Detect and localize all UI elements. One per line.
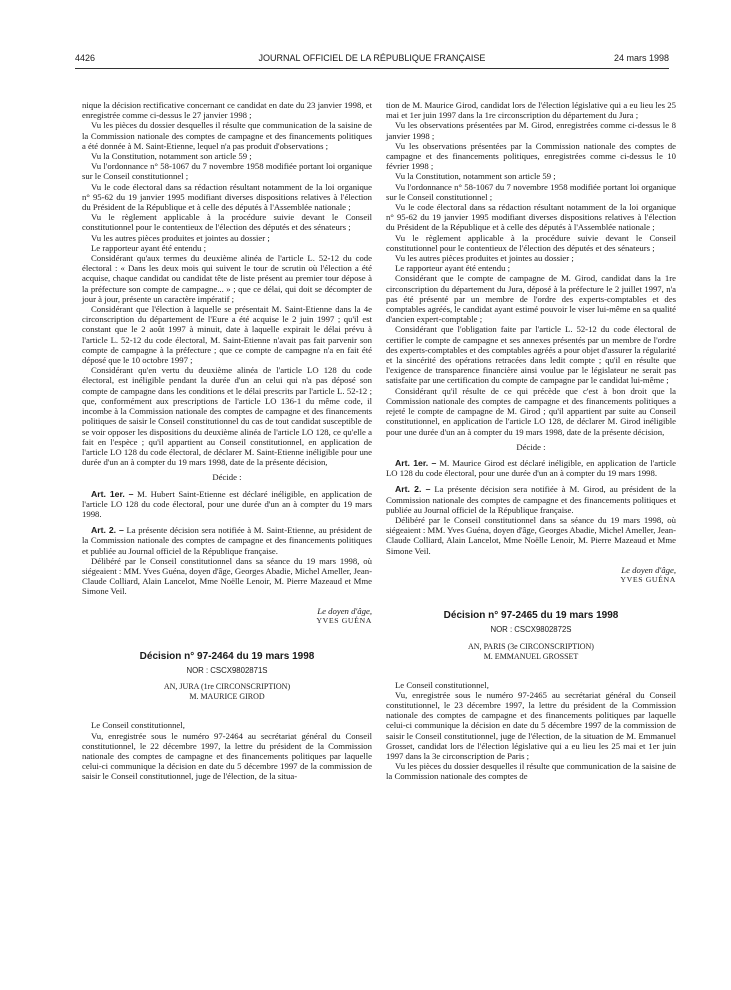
paragraph: Considérant que l'élection à laquelle se présentait M. Saint-Etienne dans la 4e circonscription du département de l'Eure a été acquise le 2 juin 1997 ; qu'il est constant que le 2 août 1997 à minuit, date à laquelle expirait le délai prévu à l'article L. 52-12 du code électoral, M. Saint-Etienne n'avait pas fait parvenir son compte de campagne à la préfecture ; que ce compte de campagne n'a en fait été déposé que le 10 octobre 1997 ; xyxy=(82,304,372,366)
paragraph: Considérant qu'aux termes du deuxième alinéa de l'article L. 52-12 du code électoral : « Dans les deux mois qui suivent le tour de scrutin où l'élection a été acquise, chaque candidat ou candidat tête de liste présent au premier tour dépose à la préfecture son compte de campagne... » ; que ce délai, qui doit se décompter de jour à jour, présente un caractère impératif ; xyxy=(82,253,372,304)
page-header xyxy=(75,53,669,66)
paragraph: Considérant que l'obligation faite par l'article L. 52-12 du code électoral de certifier le compte de campagne et ses annexes présentés par un membre de l'ordre des experts-comptables et des comptables agréés a pour objet d'assurer la régularité et la sincérité des opérations retracées dans ledit compte ; qu'il en résulte que l'exigence de transparence financière ainsi voulue par le législateur ne serait pas satisfaite par une certification du compte de campagne par le candidat lui-même ; xyxy=(386,324,676,386)
decision-title: Décision n° 97-2464 du 19 mars 1998 xyxy=(139,650,315,662)
signature-title: Le doyen d'âge, xyxy=(317,605,372,616)
paragraph: Vu l'ordonnance n° 58-1067 du 7 novembre 1958 modifiée portant loi organique sur le Conseil constitutionnel ; xyxy=(386,181,676,202)
signature xyxy=(386,565,676,585)
decide-heading: Décide : xyxy=(212,472,242,483)
paragraph: Vu, enregistrée sous le numéro 97-2464 au secrétariat général du Conseil constitutionnel, le 22 décembre 1997, la lettre du président de la Commission nationale des comptes de campagne et des financements politiques par laquelle celui-ci communique la décision en date du 5 décembre 1997 de la commission de saisir le Conseil constitutionnel, juge de l'élection, de la situa- xyxy=(82,730,372,782)
paragraph: Vu les pièces du dossier desquelles il résulte que communication de la saisine de la Commission nationale des comptes de xyxy=(386,761,676,782)
nor-reference: NOR : CSCX9802871S xyxy=(186,666,268,676)
candidate-name: M. EMMANUEL GROSSET xyxy=(483,651,579,661)
deliberation: Délibéré par le Conseil constitutionnel dans sa séance du 19 mars 1998, où siégeaient : MM. Yves Guéna, doyen d'âge, Georges Abadie, Michel Ameller, Jean-Claude Colliard, Alain Lancelot, Mme Noëlle Lenoir, M. Pierre Mazeaud et Mme Simone Veil. xyxy=(82,555,372,597)
article-text: M. Hubert Saint-Etienne est déclaré inéligible, en application de l'article LO 128 du code électoral, pour une durée d'un an à compter du 19 mars 1998. xyxy=(82,488,373,519)
paragraph: Le rapporteur ayant été entendu ; xyxy=(91,242,207,253)
decision-title: Décision n° 97-2465 du 19 mars 1998 xyxy=(443,610,619,622)
paragraph: Le Conseil constitutionnel, xyxy=(91,720,185,731)
paragraph: Vu la Constitution, notamment son article 59 ; xyxy=(91,151,252,162)
article-2 xyxy=(386,484,676,515)
paragraph: Vu les observations présentées par la Commission nationale des comptes de campagne et des financements politiques, enregistrées comme ci-dessus le 10 février 1998 ; xyxy=(386,140,676,172)
paragraph: Vu la Constitution, notamment son article 59 ; xyxy=(395,171,556,182)
constituency xyxy=(386,642,676,662)
nor-reference: NOR : CSCX9802872S xyxy=(490,625,572,635)
constituency-name: AN, PARIS (3e CIRCONSCRIPTION) xyxy=(468,641,594,651)
signature-name: YVES GUÉNA xyxy=(316,615,372,625)
paragraph: Vu le règlement applicable à la procédure suivie devant le Conseil constitutionnel pour le contentieux de l'élection des députés et des sénateurs ; xyxy=(82,212,372,233)
paragraph: nique la décision rectificative concernant ce candidat en date du 23 janvier 1998, et enregistrée comme ci-dessus le 27 janvier 1998 ; xyxy=(82,100,372,121)
page-number: 4426 xyxy=(75,53,96,63)
paragraph: Vu, enregistrée sous le numéro 97-2465 au secrétariat général du Conseil constitutionnel, le 23 décembre 1997, la lettre du président de la Commission nationale des comptes de campagne et des financements politiques par laquelle celui-ci communique la décision en date du 5 décembre 1997 de la commission de saisir le Conseil constitutionnel, juge de l'élection, de la situation de M. Emmanuel Grosset, candidat lors de l'élection législative qui a eu lieu les 25 mai et 1er juin 1997 dans la 3e circonscription de Paris ; xyxy=(386,689,676,761)
candidate-name: M. MAURICE GIROD xyxy=(189,692,265,702)
article-1 xyxy=(82,489,372,520)
journal-title: JOURNAL OFFICIEL DE LA RÉPUBLIQUE FRANÇAISE xyxy=(258,53,486,63)
paragraph: Vu les observations présentées par M. Girod, enregistrées comme ci-dessus le 8 janvier 1998 ; xyxy=(386,120,676,141)
paragraph: Vu l'ordonnance n° 58-1067 du 7 novembre 1958 modifiée portant loi organique sur le Conseil constitutionnel ; xyxy=(82,161,372,182)
signature-name: YVES GUÉNA xyxy=(620,574,676,584)
deliberation: Délibéré par le Conseil constitutionnel dans sa séance du 19 mars 1998, où siégeaient : MM. Yves Guéna, doyen d'âge, Georges Abadie, Michel Ameller, Jean-Claude Colliard, Alain Lancelot, Mme Noëlle Lenoir, M. Pierre Mazeaud et Mme Simone Veil. xyxy=(386,514,676,556)
article-text: La présente décision sera notifiée à M. Saint-Etienne, au président de la Commission nationale des comptes de campagne et des financements politiques et publiée au Journal officiel de la République française. xyxy=(82,525,373,556)
article-text: La présente décision sera notifiée à M. Girod, au président de la Commission nationale des comptes de campagne et des financements politiques et publiée au Journal officiel de la République française. xyxy=(386,484,677,515)
paragraph: Considérant que le compte de campagne de M. Girod, candidat dans la 1re circonscription du département du Jura, déposé à la préfecture le 2 juillet 1997, n'a pas été présenté par un membre de l'ordre des experts-comptables et des comptables agréés, le candidat ayant estimé pouvoir le viser lui-même en sa qualité d'ancien expert-comptable ; xyxy=(386,273,676,325)
article-text: M. Maurice Girod est déclaré inéligible, en application de l'article LO 128 du code électoral, pour une durée d'un an à compter du 19 mars 1998. xyxy=(386,457,676,479)
paragraph: Vu les pièces du dossier desquelles il résulte que communication de la saisine de la Commission nationale des comptes de campagne et des financements politiques a été donnée à M. Saint-Etienne, lequel n'a pas produit d'observations ; xyxy=(82,120,372,151)
article-label: Art. 1er. – xyxy=(395,457,437,468)
paragraph: Le rapporteur ayant été entendu ; xyxy=(395,263,511,274)
article-label: Art. 2. – xyxy=(395,484,431,495)
paragraph: Considérant qu'en vertu du deuxième alinéa de l'article LO 128 du code électoral, est inéligible pendant la durée d'un an celui qui n'a pas déposé son compte de campagne dans les conditions et le délai prescrits par l'article L. 52-12 ; que, conformément aux prescriptions de l'article LO 136-1 du même code, il incombe à la Commission nationale des comptes de campagne et des financements politiques de saisir le Conseil constitutionnel du cas de tout candidat susceptible de se voir opposer les dispositions du deuxième alinéa de l'article LO 128, ce qu'elle a fait en l'espèce ; qu'il appartient au Conseil constitutionnel, en application de l'article LO 128 du code électoral, de déclarer M. Saint-Etienne inéligible pour une durée d'un an à compter du 19 mars 1998, date de la présente décision, xyxy=(82,365,372,468)
paragraph: Considérant qu'il résulte de ce qui précède que c'est à bon droit que la Commission nationale des comptes de campagne et des financements politiques a rejeté le compte de campagne de M. Girod ; qu'il appartient par suite au Conseil constitutionnel, en application de l'article LO 128, de déclarer M. Girod inéligible pour une durée d'un an à compter du 19 mars 1998, date de la présente décision, xyxy=(386,385,676,437)
paragraph: Vu le code électoral dans sa rédaction résultant notamment de la loi organique n° 95-62 du 19 janvier 1995 modifiant diverses dispositions relatives à l'élection du Président de la République et à celle des députés à l'Assemblée nationale ; xyxy=(82,181,372,213)
right-column xyxy=(386,100,676,782)
constituency xyxy=(82,682,372,702)
paragraph: Vu le code électoral dans sa rédaction résultant notamment de la loi organique n° 95-62 du 19 janvier 1995 modifiant diverses dispositions relatives à l'élection du Président de la République et à celle des députés à l'Assemblée nationale ; xyxy=(386,202,676,233)
decide-heading: Décide : xyxy=(516,441,546,452)
paragraph: Vu les autres pièces produites et jointes au dossier ; xyxy=(395,253,574,264)
article-label: Art. 1er. – xyxy=(91,488,134,499)
article-label: Art. 2. – xyxy=(91,525,124,536)
article-2 xyxy=(82,525,372,556)
left-column xyxy=(82,100,372,782)
paragraph: tion de M. Maurice Girod, candidat lors de l'élection législative qui a eu lieu les 25 mai et 1er juin 1997 dans la 1re circonscription du département du Jura ; xyxy=(386,100,676,121)
paragraph: Vu les autres pièces produites et jointes au dossier ; xyxy=(91,232,270,243)
article-1 xyxy=(386,458,676,478)
header-rule xyxy=(75,68,669,69)
signature-title: Le doyen d'âge, xyxy=(621,564,676,575)
issue-date: 24 mars 1998 xyxy=(613,53,669,63)
signature xyxy=(82,606,372,626)
constituency-name: AN, JURA (1re CIRCONSCRIPTION) xyxy=(163,682,291,692)
paragraph: Vu le règlement applicable à la procédure suivie devant le Conseil constitutionnel pour le contentieux de l'élection des députés et des sénateurs ; xyxy=(386,232,676,253)
paragraph: Le Conseil constitutionnel, xyxy=(395,679,489,690)
